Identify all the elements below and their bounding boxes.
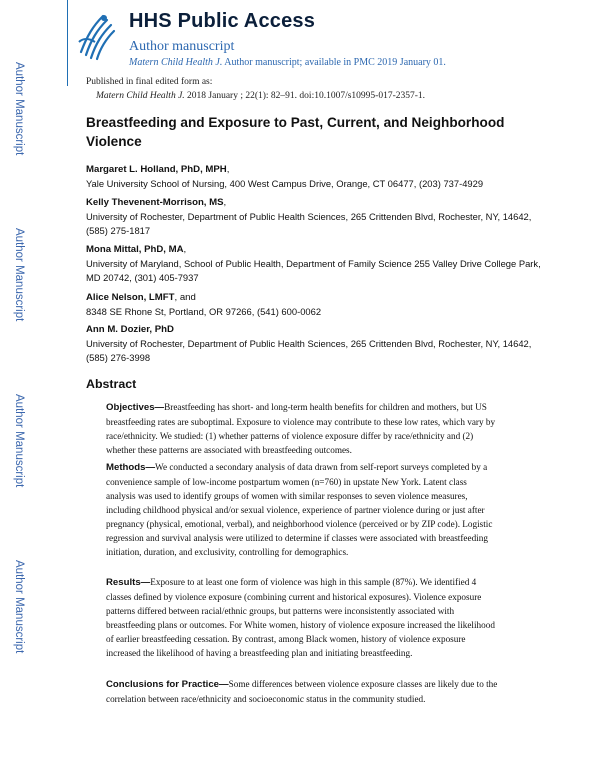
abstract-results bbox=[106, 575, 498, 660]
article-title: Breastfeeding and Exposure to Past, Current, and Neighborhood Violence bbox=[86, 115, 505, 149]
citation-details[interactable]: 2018 January ; 22(1): 82–91. doi:10.1007/s10995-017-2357-1. bbox=[184, 91, 426, 101]
author-block bbox=[86, 163, 546, 191]
section-text: Exposure to at least one form of violence was high in this sample (87%). We identified 4 classes defined by violence exposure (combining current and historical exposures). Violence exposure patterns differed between racial/ethnic groups, but patterns were inconsistently associated with breastfeeding plans or outcomes. For White women, history of violence exposure increased the likelihood of earlier breastfeeding cessation. By contrast, among Black women, history of violence exposure increased the likelihood of having a breastfeeding plan and initiating breastfeeding. bbox=[106, 577, 495, 658]
author-manuscript-side-label: Author Manuscript bbox=[13, 394, 25, 488]
availability-text: Author manuscript; available in PMC 2019 January 01. bbox=[222, 57, 446, 68]
section-lead: Conclusions for Practice— bbox=[106, 679, 229, 690]
author-name: Mona Mittal, PhD, MA, bbox=[86, 244, 187, 255]
author-manuscript-side-label: Author Manuscript bbox=[13, 62, 25, 156]
author-manuscript-subtitle: Author manuscript bbox=[129, 39, 235, 54]
author-affiliation: University of Rochester, Department of Public Health Sciences, 265 Crittenden Blvd, Rochester, NY, 14642, (585) 275-1817 bbox=[86, 211, 532, 236]
author-block bbox=[86, 291, 546, 319]
citation-line bbox=[96, 91, 425, 101]
citation-journal: Matern Child Health J. bbox=[96, 91, 185, 101]
author-block bbox=[86, 196, 546, 238]
section-lead: Results— bbox=[106, 577, 151, 588]
author-affiliation: 8348 SE Rhone St, Portland, OR 97266, (541) 600-0062 bbox=[86, 306, 322, 317]
journal-availability-line bbox=[129, 57, 446, 68]
author-block bbox=[86, 243, 546, 285]
abstract-heading: Abstract bbox=[86, 377, 137, 391]
published-form-label: Published in final edited form as: bbox=[86, 77, 213, 87]
author-affiliation: Yale University School of Nursing, 400 West Campus Drive, Orange, CT 06477, (203) 737-4929 bbox=[86, 178, 484, 189]
author-affiliation: University of Maryland, School of Public Health, Department of Family Science 255 Valley Drive College Park, MD 20742, (301) 405-7937 bbox=[86, 258, 541, 283]
author-affiliation: University of Rochester, Department of Public Health Sciences, 265 Crittenden Blvd, Rochester, NY, 14642, (585) 276-3998 bbox=[86, 338, 532, 363]
author-name: Alice Nelson, LMFT, and bbox=[86, 292, 196, 303]
hhs-public-access-title: HHS Public Access bbox=[129, 10, 316, 32]
author-manuscript-side-label: Author Manuscript bbox=[13, 228, 25, 322]
section-text: Breastfeeding has short- and long-term health benefits for children and mothers, but US breastfeeding rates are suboptimal. Exposure to violence may contribute to these low rates, which vary by race/ethnicity. We studied: (1) whether patterns of violence exposure differ by race/ethnicity and (2) whether these patterns are associated with breastfeeding outcomes. bbox=[106, 402, 496, 455]
section-lead: Methods— bbox=[106, 462, 156, 473]
author-block bbox=[86, 323, 546, 365]
section-text: Some differences between violence exposure classes are likely due to the correlation between race/ethnicity and socioeconomic status in the community studied. bbox=[106, 679, 498, 704]
hhs-eagle-logo-icon bbox=[73, 12, 117, 62]
author-manuscript-side-label: Author Manuscript bbox=[13, 560, 25, 654]
section-text: We conducted a secondary analysis of data drawn from self-report surveys completed by a convenience sample of low-income postpartum women (n=760) in upstate New York. Latent class analysis was used to identify groups of women with similar responses to seven violence measures, including childhood physical and/or sexual violence, experience of partner violence during or just after pregnancy (physical, emotional, verbal), and neighborhood violence (perceived or by ZIP code). Logistic regression and survival analysis were utilized to determine if classes were associated with breastfeeding initiation, duration, and exclusivity, controlling for demographics. bbox=[106, 462, 493, 557]
author-name: Kelly Thevenent-Morrison, MS, bbox=[86, 197, 227, 208]
abstract-objectives bbox=[106, 400, 498, 457]
section-lead: Objectives— bbox=[106, 402, 165, 413]
journal-name[interactable]: Matern Child Health J. bbox=[129, 57, 223, 68]
abstract-conclusions bbox=[106, 677, 498, 706]
abstract-methods bbox=[106, 460, 498, 559]
author-name: Ann M. Dozier, PhD bbox=[86, 324, 174, 335]
author-name: Margaret L. Holland, PhD, MPH, bbox=[86, 164, 230, 175]
header-divider bbox=[67, 0, 68, 86]
